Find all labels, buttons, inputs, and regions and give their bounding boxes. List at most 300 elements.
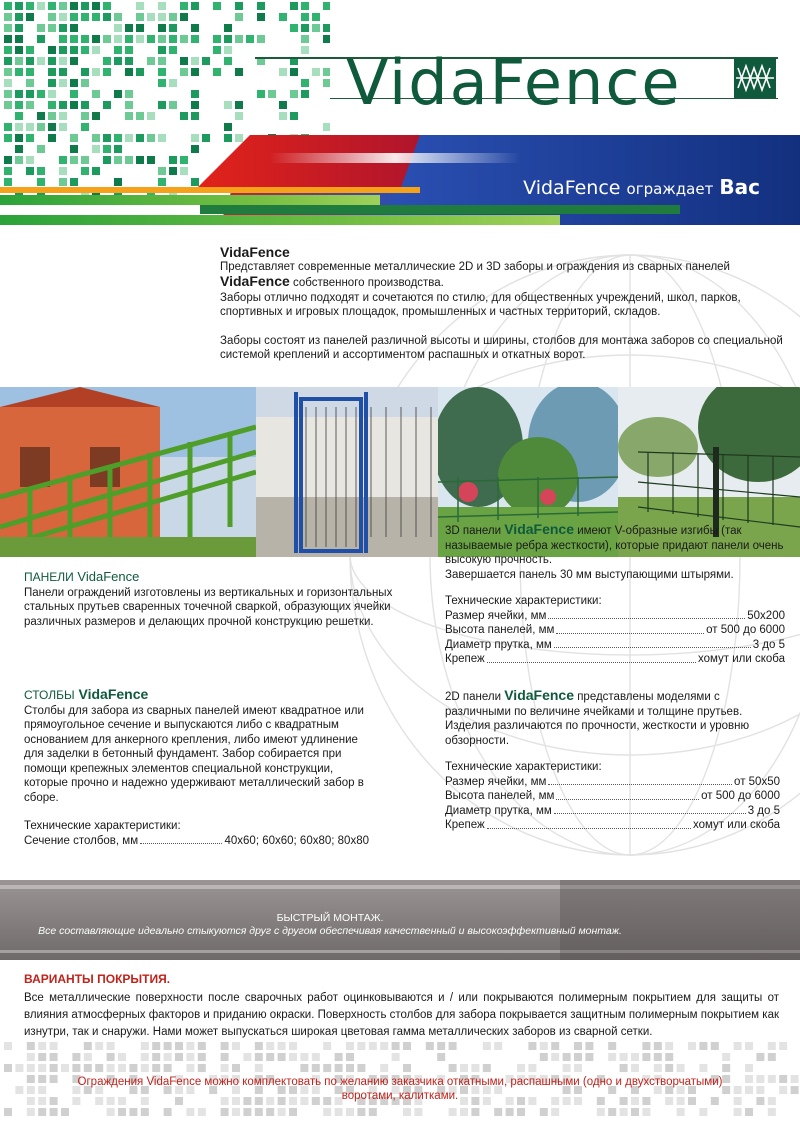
mosaic-square: [103, 35, 111, 43]
mosaic-square: [81, 68, 89, 76]
mosaic-square: [59, 101, 67, 109]
mosaic-square: [745, 1042, 753, 1050]
mosaic-square: [213, 68, 221, 76]
mosaic-square: [103, 13, 111, 21]
mosaic-square: [346, 1108, 354, 1116]
mosaic-square: [169, 101, 177, 109]
mosaic-square: [301, 79, 309, 87]
photo-green-fence: [0, 387, 256, 557]
spec-value: от 50x50: [734, 775, 780, 788]
mosaic-square: [70, 79, 78, 87]
mosaic-square: [141, 1042, 149, 1050]
mosaic-square: [677, 1064, 685, 1072]
mosaic-square: [158, 13, 166, 21]
mosaic-square: [125, 46, 133, 54]
mosaic-square: [460, 1064, 468, 1072]
mosaic-square: [38, 1064, 46, 1072]
mosaic-square: [107, 1108, 115, 1116]
coating-title: ВАРИАНТЫ ПОКРЫТИЯ.: [24, 972, 171, 986]
mosaic-square: [15, 13, 23, 21]
mosaic-square: [48, 90, 56, 98]
mosaic-square: [323, 24, 330, 32]
mosaic-square: [224, 35, 232, 43]
mosaic-square: [15, 123, 23, 131]
mosaic-square: [125, 68, 133, 76]
intro-line2-rest: собственного производства.: [289, 277, 444, 289]
panels-title-cap: ПАНЕЛИ: [24, 570, 74, 584]
mosaic-square: [37, 2, 45, 10]
mosaic-square: [4, 1042, 12, 1050]
mosaic-square: [141, 1064, 149, 1072]
mosaic-square: [59, 57, 67, 65]
mosaic-square: [597, 1108, 605, 1116]
mosaic-square: [81, 112, 89, 120]
mosaic-square: [38, 1053, 46, 1061]
mosaic-square: [26, 79, 34, 87]
mosaic-square: [323, 1108, 331, 1116]
mosaic-square: [323, 35, 330, 43]
mosaic-square: [186, 1042, 194, 1050]
mosaic-square: [235, 101, 243, 109]
mosaic-square: [191, 35, 199, 43]
spec-row: [445, 804, 780, 819]
intro-line-2: [220, 274, 790, 291]
spec-row: [24, 834, 369, 849]
mosaic-square: [180, 2, 188, 10]
mosaic-square: [574, 1053, 582, 1061]
slogan-end: Вас: [719, 175, 760, 199]
mosaic-square: [37, 123, 45, 131]
mosaic-square: [84, 1042, 92, 1050]
mosaic-square: [27, 1064, 35, 1072]
mosaic-square: [81, 13, 89, 21]
mosaic-square: [50, 1053, 58, 1061]
mosaic-square: [620, 1064, 628, 1072]
mosaic-square: [129, 1064, 137, 1072]
mosaic-square: [221, 1108, 229, 1116]
mosaic-square: [48, 57, 56, 65]
mosaic-square: [114, 24, 122, 32]
mosaic-square: [48, 2, 56, 10]
mosaic-square: [224, 46, 232, 54]
mosaic-square: [180, 68, 188, 76]
mosaic-square: [246, 35, 254, 43]
mosaic-square: [654, 1064, 662, 1072]
spec-row: [445, 789, 780, 804]
mosaic-square: [15, 46, 23, 54]
mosaic-square: [266, 1042, 274, 1050]
mosaic-square: [255, 1053, 263, 1061]
mosaic-square: [164, 1053, 172, 1061]
spec-row: [445, 818, 780, 833]
final-line-1: Ограждения VidaFence можно комплектовать по желанию заказчика откатными, распашными (одно и двухстворчатыми): [77, 1076, 723, 1088]
mosaic-square: [59, 13, 67, 21]
mosaic-square: [266, 1108, 274, 1116]
mosaic-square: [61, 1108, 69, 1116]
mosaic-square: [59, 35, 67, 43]
panels-section: [24, 570, 434, 629]
mosaic-square: [114, 90, 122, 98]
mosaic-square: [232, 1042, 240, 1050]
mosaic-square: [95, 1064, 103, 1072]
mosaic-square: [745, 1108, 753, 1116]
mosaic-square: [699, 1042, 707, 1050]
mosaic-square: [255, 1108, 263, 1116]
mosaic-square: [164, 1042, 172, 1050]
mosaic-square: [81, 46, 89, 54]
coating-text: Все металлические поверхности после сварочных работ оцинковываются и / или покрываются полимерным покрытием для защиты от влияния атмосферных факторов и приданию окраски. Поверхность столбов для забора покрывается защитным полимерным покрытием как изнутри, так и снаружи. Нами может выпускаться широкая цветовая гамма металлических заборов из сварной сетки.: [24, 992, 779, 1038]
mosaic-square: [574, 1064, 582, 1072]
mosaic-square: [312, 68, 320, 76]
spec-value: от 500 до 6000: [706, 624, 785, 636]
mosaic-square: [369, 1108, 377, 1116]
spec-value: 50x200: [747, 609, 785, 622]
mosaic-square: [27, 1108, 35, 1116]
mosaic-square: [175, 1053, 183, 1061]
mosaic-square: [70, 2, 78, 10]
mosaic-square: [323, 79, 330, 87]
spec-label: Крепеж: [445, 653, 485, 665]
mosaic-square: [392, 1042, 400, 1050]
mosaic-square: [654, 1042, 662, 1050]
mosaic-square: [346, 1064, 354, 1072]
mosaic-square: [15, 57, 23, 65]
mosaic-square: [289, 1053, 297, 1061]
mosaic-square: [147, 35, 155, 43]
final-line-2: воротами, калитками.: [341, 1090, 459, 1102]
mosaic-square: [48, 68, 56, 76]
posts-title-brand: VidaFence: [74, 686, 149, 702]
mosaic-square: [540, 1042, 548, 1050]
mosaic-square: [48, 13, 56, 21]
mosaic-square: [221, 1042, 229, 1050]
mosaic-square: [528, 1064, 536, 1072]
mosaic-square: [4, 68, 12, 76]
mosaic-square: [235, 112, 243, 120]
mosaic-square: [768, 1108, 776, 1116]
mosaic-square: [213, 46, 221, 54]
mosaic-square: [255, 1042, 263, 1050]
mosaic-square: [563, 1053, 571, 1061]
mosaic-square: [4, 1064, 12, 1072]
mosaic-square: [198, 1108, 206, 1116]
spec-label: Размер ячейки, мм: [445, 775, 547, 788]
mosaic-square: [37, 90, 45, 98]
mosaic-square: [37, 35, 45, 43]
mosaic-square: [50, 1064, 58, 1072]
mosaic-square: [608, 1108, 616, 1116]
posts-section: [24, 687, 369, 848]
panels-2d-brand: VidaFence: [504, 687, 574, 703]
mosaic-square: [191, 2, 199, 10]
mosaic-square: [257, 35, 265, 43]
mosaic-square: [4, 35, 12, 43]
spec-row: [445, 652, 785, 667]
mosaic-square: [48, 123, 56, 131]
mosaic-square: [95, 1042, 103, 1050]
spec-label: Диаметр прутка, мм: [445, 638, 552, 651]
mosaic-square: [26, 101, 34, 109]
mosaic-square: [631, 1064, 639, 1072]
mosaic-square: [278, 1108, 286, 1116]
mosaic-square: [191, 24, 199, 32]
mosaic-square: [300, 1053, 308, 1061]
mosaic-square: [301, 90, 309, 98]
mosaic-square: [125, 35, 133, 43]
mosaic-square: [279, 68, 287, 76]
mosaic-square: [540, 1053, 548, 1061]
mosaic-square: [221, 1064, 229, 1072]
mosaic-square: [232, 1064, 240, 1072]
mosaic-square: [551, 1053, 559, 1061]
mosaic-square: [699, 1064, 707, 1072]
mosaic-square: [574, 1042, 582, 1050]
mosaic-square: [357, 1042, 365, 1050]
mosaic-square: [186, 1064, 194, 1072]
mosaic-square: [70, 57, 78, 65]
spec-label: Крепеж: [445, 819, 485, 831]
mosaic-square: [335, 1108, 343, 1116]
mosaic-square: [677, 1108, 685, 1116]
mosaic-square: [4, 46, 12, 54]
mosaic-square: [301, 46, 309, 54]
mosaic-square: [213, 35, 221, 43]
spec-value: хомут или скоба: [697, 653, 785, 665]
mosaic-square: [301, 2, 309, 10]
intro-section: [220, 245, 790, 363]
mosaic-square: [301, 35, 309, 43]
mosaic-square: [323, 1064, 331, 1072]
mosaic-square: [278, 1042, 286, 1050]
mosaic-square: [92, 90, 100, 98]
mosaic-square: [323, 68, 330, 76]
mosaic-square: [369, 1042, 377, 1050]
mosaic-square: [191, 90, 199, 98]
mosaic-square: [175, 1042, 183, 1050]
mosaic-square: [15, 112, 23, 120]
mosaic-square: [158, 68, 166, 76]
mosaic-square: [37, 112, 45, 120]
mosaic-square: [235, 2, 243, 10]
mosaic-square: [4, 24, 12, 32]
mosaic-square: [756, 1053, 764, 1061]
mosaic-square: [158, 2, 166, 10]
spec-value: 3 до 5: [752, 638, 785, 651]
mosaic-square: [129, 1108, 137, 1116]
spec-value: от 500 до 6000: [701, 790, 780, 802]
mosaic-square: [620, 1108, 628, 1116]
mosaic-square: [198, 1042, 206, 1050]
intro-brand: VidaFence: [220, 244, 290, 260]
mosaic-square: [15, 1064, 23, 1072]
mosaic-square: [169, 79, 177, 87]
mosaic-square: [608, 1053, 616, 1061]
mosaic-square: [152, 1042, 160, 1050]
mosaic-square: [15, 24, 23, 32]
mosaic-square: [81, 101, 89, 109]
mosaic-square: [158, 24, 166, 32]
mosaic-square: [437, 1053, 445, 1061]
mosaic-square: [136, 35, 144, 43]
mosaic-square: [158, 101, 166, 109]
mosaic-square: [107, 1042, 115, 1050]
mosaic-square: [279, 112, 287, 120]
mosaic-square: [15, 101, 23, 109]
panels-3d-intro: [445, 522, 785, 568]
mosaic-square: [4, 101, 12, 109]
mosaic-square: [59, 68, 67, 76]
mosaic-square: [15, 35, 23, 43]
mosaic-square: [403, 1042, 411, 1050]
mosaic-square: [323, 123, 330, 131]
mosaic-square: [449, 1108, 457, 1116]
mosaic-square: [290, 90, 298, 98]
mosaic-square: [81, 35, 89, 43]
posts-title: [24, 687, 369, 704]
mosaic-square: [37, 57, 45, 65]
mosaic-square: [323, 1042, 331, 1050]
mosaic-square: [118, 1053, 126, 1061]
mosaic-square: [26, 2, 34, 10]
mosaic-square: [27, 1042, 35, 1050]
mosaic-square: [257, 13, 265, 21]
mosaic-square: [59, 2, 67, 10]
mosaic-square: [403, 1108, 411, 1116]
mosaic-square: [180, 57, 188, 65]
mosaic-square: [380, 1042, 388, 1050]
panels-text: Панели ограждений изготовлены из вертикальных и горизонтальных стальных прутьев сваренных точечной сваркой, образующих ячейки различных размеров и делающих прочной конструкцию решетки.: [24, 586, 393, 628]
mosaic-square: [4, 1108, 12, 1116]
mosaic-square: [631, 1108, 639, 1116]
mosaic-square: [791, 1086, 799, 1094]
mosaic-square: [403, 1064, 411, 1072]
mosaic-square: [779, 1075, 787, 1083]
spec-label: Высота панелей, мм: [445, 790, 555, 802]
band-text: [0, 912, 660, 938]
spec-label: Диаметр прутка, мм: [445, 804, 552, 817]
mosaic-square: [92, 13, 100, 21]
mosaic-square: [70, 90, 78, 98]
spec-label: Размер ячейки, мм: [445, 609, 547, 622]
mosaic-square: [114, 35, 122, 43]
mosaic-square: [608, 1042, 616, 1050]
mosaic-square: [213, 2, 221, 10]
mosaic-square: [70, 35, 78, 43]
mosaic-square: [255, 1064, 263, 1072]
mosaic-square: [164, 1108, 172, 1116]
spec-row: [445, 623, 785, 638]
band-description: Все составляющие идеально стыкуются друг с другом обеспечивая качественный и высокоэффективный монтаж.: [38, 925, 622, 937]
mosaic-square: [243, 1108, 251, 1116]
mosaic-square: [180, 112, 188, 120]
mosaic-square: [517, 1108, 525, 1116]
mosaic-square: [84, 1053, 92, 1061]
mosaic-square: [61, 1064, 69, 1072]
mosaic-square: [232, 1108, 240, 1116]
mosaic-square: [158, 46, 166, 54]
mosaic-square: [483, 1042, 491, 1050]
mosaic-square: [551, 1108, 559, 1116]
mosaic-square: [449, 1064, 457, 1072]
mosaic-square: [224, 24, 232, 32]
mosaic-square: [243, 1053, 251, 1061]
mosaic-square: [346, 1042, 354, 1050]
intro-line-3: Заборы отлично подходят и сочетаются по стилю, для общественных учреждений, школ, парков, спортивных и игровых площадок, промышленных и частных территорий, складов.: [220, 291, 741, 318]
mosaic-square: [92, 68, 100, 76]
panels-2d-intro: [445, 688, 780, 748]
mosaic-square: [59, 123, 67, 131]
mosaic-square: [768, 1042, 776, 1050]
mosaic-square: [169, 13, 177, 21]
mosaic-square: [4, 79, 12, 87]
mosaic-square: [642, 1053, 650, 1061]
mosaic-square: [103, 101, 111, 109]
mosaic-square: [312, 13, 320, 21]
mosaic-square: [665, 1053, 673, 1061]
mosaic-square: [202, 57, 210, 65]
mosaic-square: [114, 46, 122, 54]
panels-3d-text-2: Завершается панель 30 мм выступающими штырями.: [445, 568, 734, 581]
mosaic-square: [72, 1064, 80, 1072]
final-note: [20, 1075, 780, 1103]
mosaic-square: [26, 57, 34, 65]
mosaic-square: [335, 1053, 343, 1061]
mosaic-square: [4, 123, 12, 131]
mosaic-square: [494, 1042, 502, 1050]
panels-2d-section: [445, 688, 780, 833]
mosaic-square: [59, 112, 67, 120]
panels-3d-text: имеют V-образные изгибы (так называемые ребра жесткости), которые придают панели очень высокую прочность.: [445, 525, 784, 566]
mosaic-square: [494, 1108, 502, 1116]
mosaic-square: [426, 1042, 434, 1050]
mosaic-square: [301, 24, 309, 32]
mosaic-square: [235, 68, 243, 76]
mosaic-square: [688, 1042, 696, 1050]
panels-2d-text: представлены моделями с различными по величине ячейками и толщине прутьев. Изделия различаются по прочности, жесткости и уровню обзорности.: [445, 691, 750, 747]
mosaic-square: [59, 24, 67, 32]
mosaic-square: [540, 1108, 548, 1116]
mosaic-square: [357, 1064, 365, 1072]
mosaic-square: [147, 112, 155, 120]
mosaic-square: [26, 123, 34, 131]
mosaic-square: [38, 1108, 46, 1116]
mosaic-square: [563, 1064, 571, 1072]
mosaic-square: [136, 112, 144, 120]
posts-spec-title: Технические характеристики:: [24, 820, 181, 832]
mosaic-square: [125, 24, 133, 32]
mosaic-square: [50, 1108, 58, 1116]
mosaic-square: [107, 1053, 115, 1061]
mosaic-square: [699, 1108, 707, 1116]
slogan-middle: ограждает: [626, 180, 714, 198]
mosaic-square: [92, 35, 100, 43]
mosaic-square: [118, 1064, 126, 1072]
mosaic-square: [136, 13, 144, 21]
mosaic-square: [81, 2, 89, 10]
mosaic-square: [92, 2, 100, 10]
mosaic-square: [654, 1053, 662, 1061]
mosaic-square: [392, 1053, 400, 1061]
mosaic-square: [631, 1053, 639, 1061]
mosaic-square: [191, 101, 199, 109]
mosaic-square: [70, 46, 78, 54]
mosaic-square: [103, 57, 111, 65]
mosaic-square: [92, 112, 100, 120]
mosaic-square: [158, 57, 166, 65]
mosaic-square: [59, 79, 67, 87]
mosaic-square: [70, 101, 78, 109]
mosaic-square: [191, 68, 199, 76]
